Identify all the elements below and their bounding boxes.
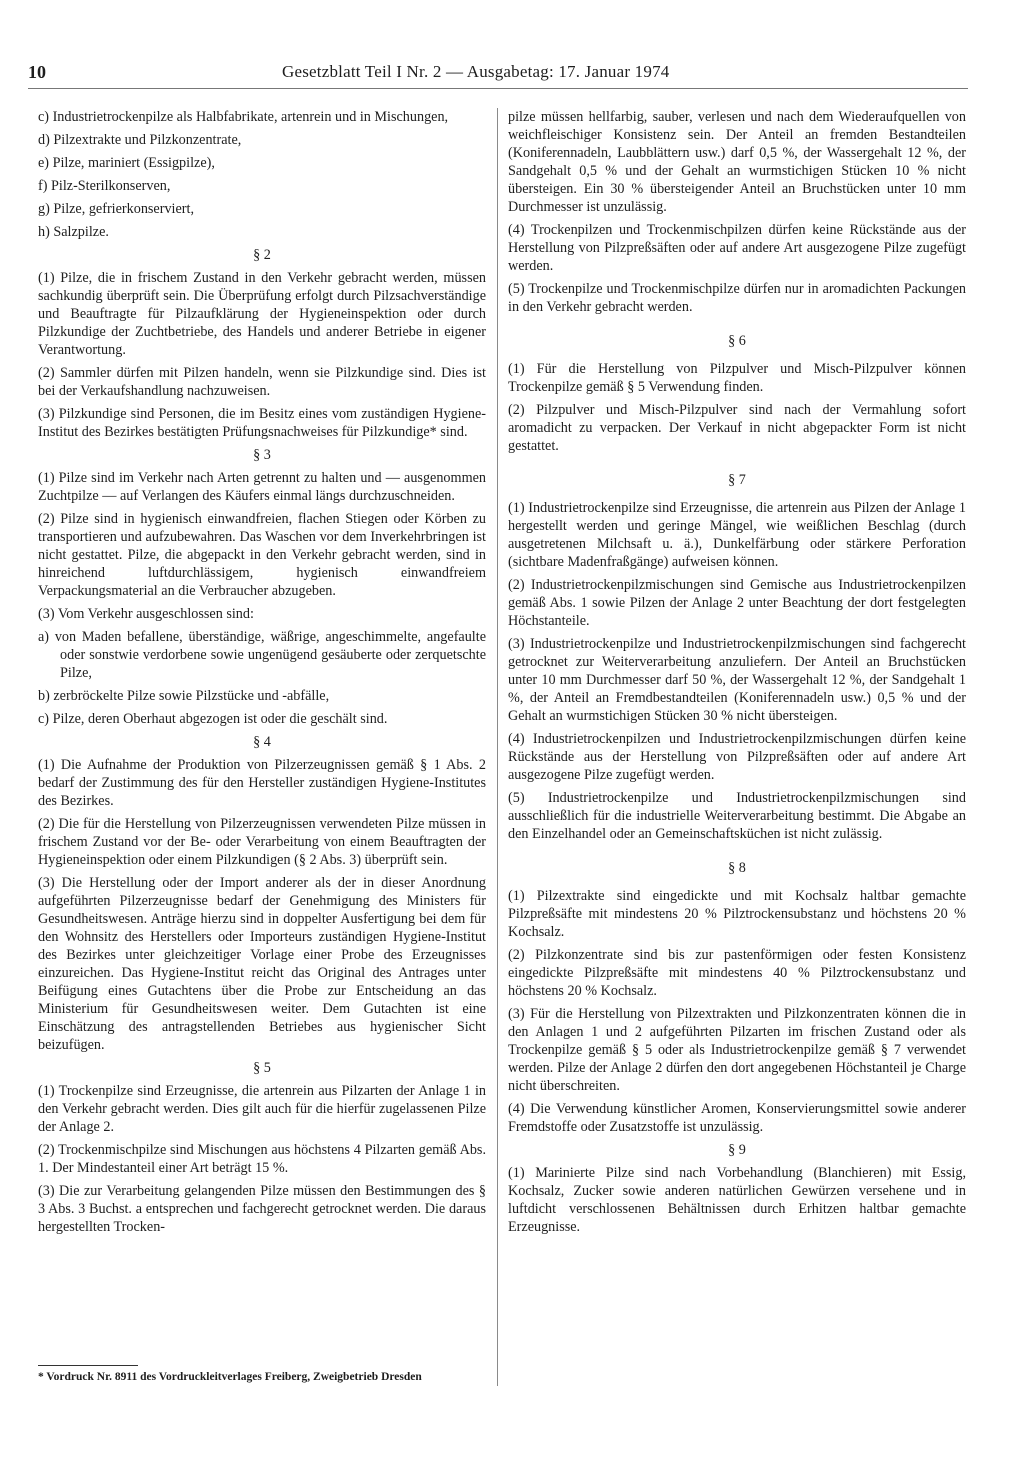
gazette-title: Gesetzblatt Teil I Nr. 2 — Ausgabetag: 17. Januar 1974 <box>282 62 670 81</box>
paragraph: (5) Trockenpilze und Trockenmischpilze dürfen nur in aromadichten Packungen in den Verkehr gebracht werden. <box>508 281 966 315</box>
paragraph: (4) Trockenpilzen und Trockenmischpilzen dürfen keine Rückstände aus der Herstellung von Pilzpreßsäften oder auf andere Art ausgezogene Pilze zugefügt werden. <box>508 222 966 274</box>
list-item: b) zerbröckelte Pilze sowie Pilzstücke und -abfälle, <box>38 688 330 704</box>
paragraph: (2) Industrietrockenpilzmischungen sind Gemische aus Industrietrockenpilzen gemäß Abs. 1 sowie Pilzen der Anlage 2 unter Beachtung der dort festgelegten Höchstanteile. <box>508 577 966 629</box>
paragraph: (2) Pilze sind in hygienisch einwandfreien, flachen Stiegen oder Körben zu transportieren und aufzubewahren. Das Waschen vor dem Inverkehrbringen ist nicht gestattet. Pilze, die abgepackt in den Verkehr gebracht werden, sind in hinreichend luftdurchlässigem, hygienisch einwandfreiem Verpackungsmaterial an die Verbraucher abzugeben. <box>38 511 486 599</box>
list-item: d) Pilzextrakte und Pilzkonzentrate, <box>38 132 242 148</box>
paragraph: (3) Die zur Verarbeitung gelangenden Pilze müssen den Bestimmungen des § 3 Abs. 3 Buchst. a entsprechen und fachgerecht getrocknet werden. Die daraus hergestellten Trocken- <box>38 1183 486 1235</box>
section-heading-8: § 8 <box>728 860 746 876</box>
list-item: f) Pilz-Sterilkonserven, <box>38 178 171 194</box>
paragraph: (3) Für die Herstellung von Pilzextrakten und Pilzkonzentraten können die in den Anlagen 1 und 2 aufgeführten Pilzarten im frischen Zustand oder als Trockenpilze gemäß § 5 oder als Industrietrockenpilze gemäß § 7 verwendet werden. Pilze der Anlage 2 dürfen den dort angegebenen Höchstanteil je Charge nicht überschreiten. <box>508 1006 966 1094</box>
section-heading-9: § 9 <box>728 1142 746 1158</box>
page-header <box>28 58 968 89</box>
paragraph: (3) Pilzkundige sind Personen, die im Besitz eines vom zuständigen Hygiene-Institut des Bezirkes bestätigten Prüfungsnachweises für Pilzkundige* sind. <box>38 406 486 440</box>
right-column <box>508 108 966 1241</box>
column-divider <box>497 108 498 1386</box>
paragraph: (1) Industrietrockenpilze sind Erzeugnisse, die artenrein aus Pilzen der Anlage 1 hergestellt werden und geringe Mängel, wie weißlichen Beschlag (durch ausgetretenen Milchsaft u. ä.), Dunkelfärbung oder stärkere Perforation (sichtbare Madenfraßgänge) aufweisen können. <box>508 500 966 570</box>
paragraph: (2) Pilzpulver und Misch-Pilzpulver sind nach der Vermahlung sofort aromadicht zu verpacken. Der Verkauf in nicht abgepackter Form ist nicht gestattet. <box>508 402 966 454</box>
paragraph: (2) Sammler dürfen mit Pilzen handeln, wenn sie Pilzkundige sind. Dies ist bei der Verkaufshandlung nachzuweisen. <box>38 365 486 399</box>
paragraph: (1) Pilze sind im Verkehr nach Arten getrennt zu halten und — ausgenommen Zuchtpilze — auf Verlangen des Käufers einmal längs durchzuschneiden. <box>38 470 486 504</box>
section-heading-5: § 5 <box>253 1060 271 1076</box>
list-item: c) Pilze, deren Oberhaut abgezogen ist oder die geschält sind. <box>38 711 388 727</box>
paragraph: (1) Trockenpilze sind Erzeugnisse, die artenrein aus Pilzarten der Anlage 1 in den Verkehr gebracht werden. Dies gilt auch für die hierfür zugelassenen Pilze der Anlage 2. <box>38 1083 486 1135</box>
list-item: g) Pilze, gefrierkonserviert, <box>38 201 195 217</box>
paragraph: (3) Die Herstellung oder der Import anderer als der in dieser Anordnung aufgeführten Pilzerzeugnisse bedarf der Genehmigung des Ministers für Gesundheitswesen. Anträge hierzu sind in doppelter Ausfertigung bei dem für den Wohnsitz des Herstellers oder Importeurs zuständigen Hygiene-Institut des Bezirkes unter gleichzeitiger Vorlage einer Probe des Erzeugnisses einzureichen. Das Hygiene-Institut reicht das Original des Antrages unter Beifügung eines Gutachtens über die Probe zur Entscheidung an das Ministerium für Gesundheitswesen weiter. Dem Gutachten ist eine Einschätzung des antragstellenden Betriebes aus hygienischer Sicht beizufügen. <box>38 875 486 1053</box>
list-item: h) Salzpilze. <box>38 224 109 240</box>
footnote-rule <box>38 1365 138 1366</box>
section-heading-4: § 4 <box>253 734 271 750</box>
paragraph: (4) Industrietrockenpilzen und Industrietrockenpilzmischungen dürfen keine Rückstände aus der Herstellung von Pilzpreßsäften oder auf andere Art ausgezogene Pilze zugefügt werden. <box>508 731 966 783</box>
paragraph: (1) Marinierte Pilze sind nach Vorbehandlung (Blanchieren) mit Essig, Kochsalz, Zucker sowie anderen natürlichen Gewürzen versehene und in luftdicht verschlossenen Behältnissen durch Erhitzen haltbar gemachte Erzeugnisse. <box>508 1165 966 1235</box>
list-item: e) Pilze, mariniert (Essigpilze), <box>38 155 215 171</box>
left-column <box>38 108 486 1241</box>
paragraph: (3) Industrietrockenpilze und Industrietrockenpilzmischungen sind fachgerecht getrocknet zur Weiterverarbeitung anzuliefern. Der Anteil an Bruchstücken unter 10 mm Durchmesser darf 50 %, der Wassergehalt 12 %, der Sandgehalt 1 %, der Anteil an Fremdbestandteilen (Koniferennadeln usw.) 0,5 % und der Gehalt an wurmstichigen Stücken 30 % nicht übersteigen. <box>508 636 966 724</box>
section-heading-3: § 3 <box>253 447 271 463</box>
paragraph: (1) Pilzextrakte sind eingedickte und mit Kochsalz haltbar gemachte Pilzpreßsäfte mit mindestens 20 % Pilztrockensubstanz und höchstens 20 % Kochsalz. <box>508 888 966 940</box>
paragraph: (2) Trockenmischpilze sind Mischungen aus höchstens 4 Pilzarten gemäß Abs. 1. Der Mindestanteil einer Art beträgt 15 %. <box>38 1142 486 1176</box>
paragraph: (1) Für die Herstellung von Pilzpulver und Misch-Pilzpulver können Trockenpilze gemäß § 5 Verwendung finden. <box>508 361 966 395</box>
paragraph: (2) Pilzkonzentrate sind bis zur pastenförmigen oder festen Konsistenz eingedickte Pilzpreßsäfte mit mindestens 40 % Pilztrockensubstanz und höchstens 20 % Kochsalz. <box>508 947 966 999</box>
paragraph: (4) Die Verwendung künstlicher Aromen, Konservierungsmittel sowie anderer Fremdstoffe oder Zusatzstoffe ist unzulässig. <box>508 1101 966 1135</box>
paragraph: (1) Pilze, die in frischem Zustand in den Verkehr gebracht werden, müssen sachkundig überprüft sein. Die Überprüfung erfolgt durch Pilzsachverständige und Beauftragte für Pilzaufklärung der Hygieneinspektion oder durch Pilzkundige der Zuchtbetriebe, des Handels und anderer Betriebe in eigener Verantwortung. <box>38 270 486 358</box>
list-item: a) von Maden befallene, überständige, wäßrige, angeschimmelte, angefaulte oder sonstwie verdorbene sowie ungenügend gesäuberte oder zerquetschte Pilze, <box>38 629 486 681</box>
footnote: * Vordruck Nr. 8911 des Vordruckleitverlages Freiberg, Zweigbetrieb Dresden <box>38 1371 422 1383</box>
paragraph: (2) Die für die Herstellung von Pilzerzeugnissen verwendeten Pilze müssen in frischem Zustand vor der Be- oder Verarbeitung von einem Beauftragten der Hygieneinspektion oder einem Pilzkundigen (§ 2 Abs. 3) überprüft sein. <box>38 816 486 868</box>
section-heading-6: § 6 <box>728 333 746 349</box>
page-number: 10 <box>28 62 46 82</box>
paragraph: (3) Vom Verkehr ausgeschlossen sind: <box>38 606 254 622</box>
paragraph: pilze müssen hellfarbig, sauber, verlesen und nach dem Wiederaufquellen von weichfleischiger Konsistenz sein. Der Anteil an fremden Bestandteilen (Koniferennadeln, Laubblättern usw.) darf 0,5 %, der Wassergehalt 12 %, der Sandgehalt 0,5 % und der Gehalt an wurmstichigen Stücken 10 % nicht übersteigen. Ein 30 % übersteigender Anteil an Bruchstücken unter 10 mm Durchmesser ist unzulässig. <box>508 109 966 215</box>
section-heading-2: § 2 <box>253 247 271 263</box>
paragraph: (5) Industrietrockenpilze und Industrietrockenpilzmischungen sind ausschließlich für die industrielle Weiterverarbeitung bestimmt. Die Abgabe an den Einzelhandel oder an Gemeinschaftsküchen ist nicht zulässig. <box>508 790 966 842</box>
section-heading-7: § 7 <box>728 472 746 488</box>
paragraph: (1) Die Aufnahme der Produktion von Pilzerzeugnissen gemäß § 1 Abs. 2 bedarf der Zustimmung des für den Hersteller zuständigen Hygiene-Institutes des Bezirkes. <box>38 757 486 809</box>
list-item: c) Industrietrockenpilze als Halbfabrikate, artenrein und in Mischungen, <box>38 109 449 125</box>
